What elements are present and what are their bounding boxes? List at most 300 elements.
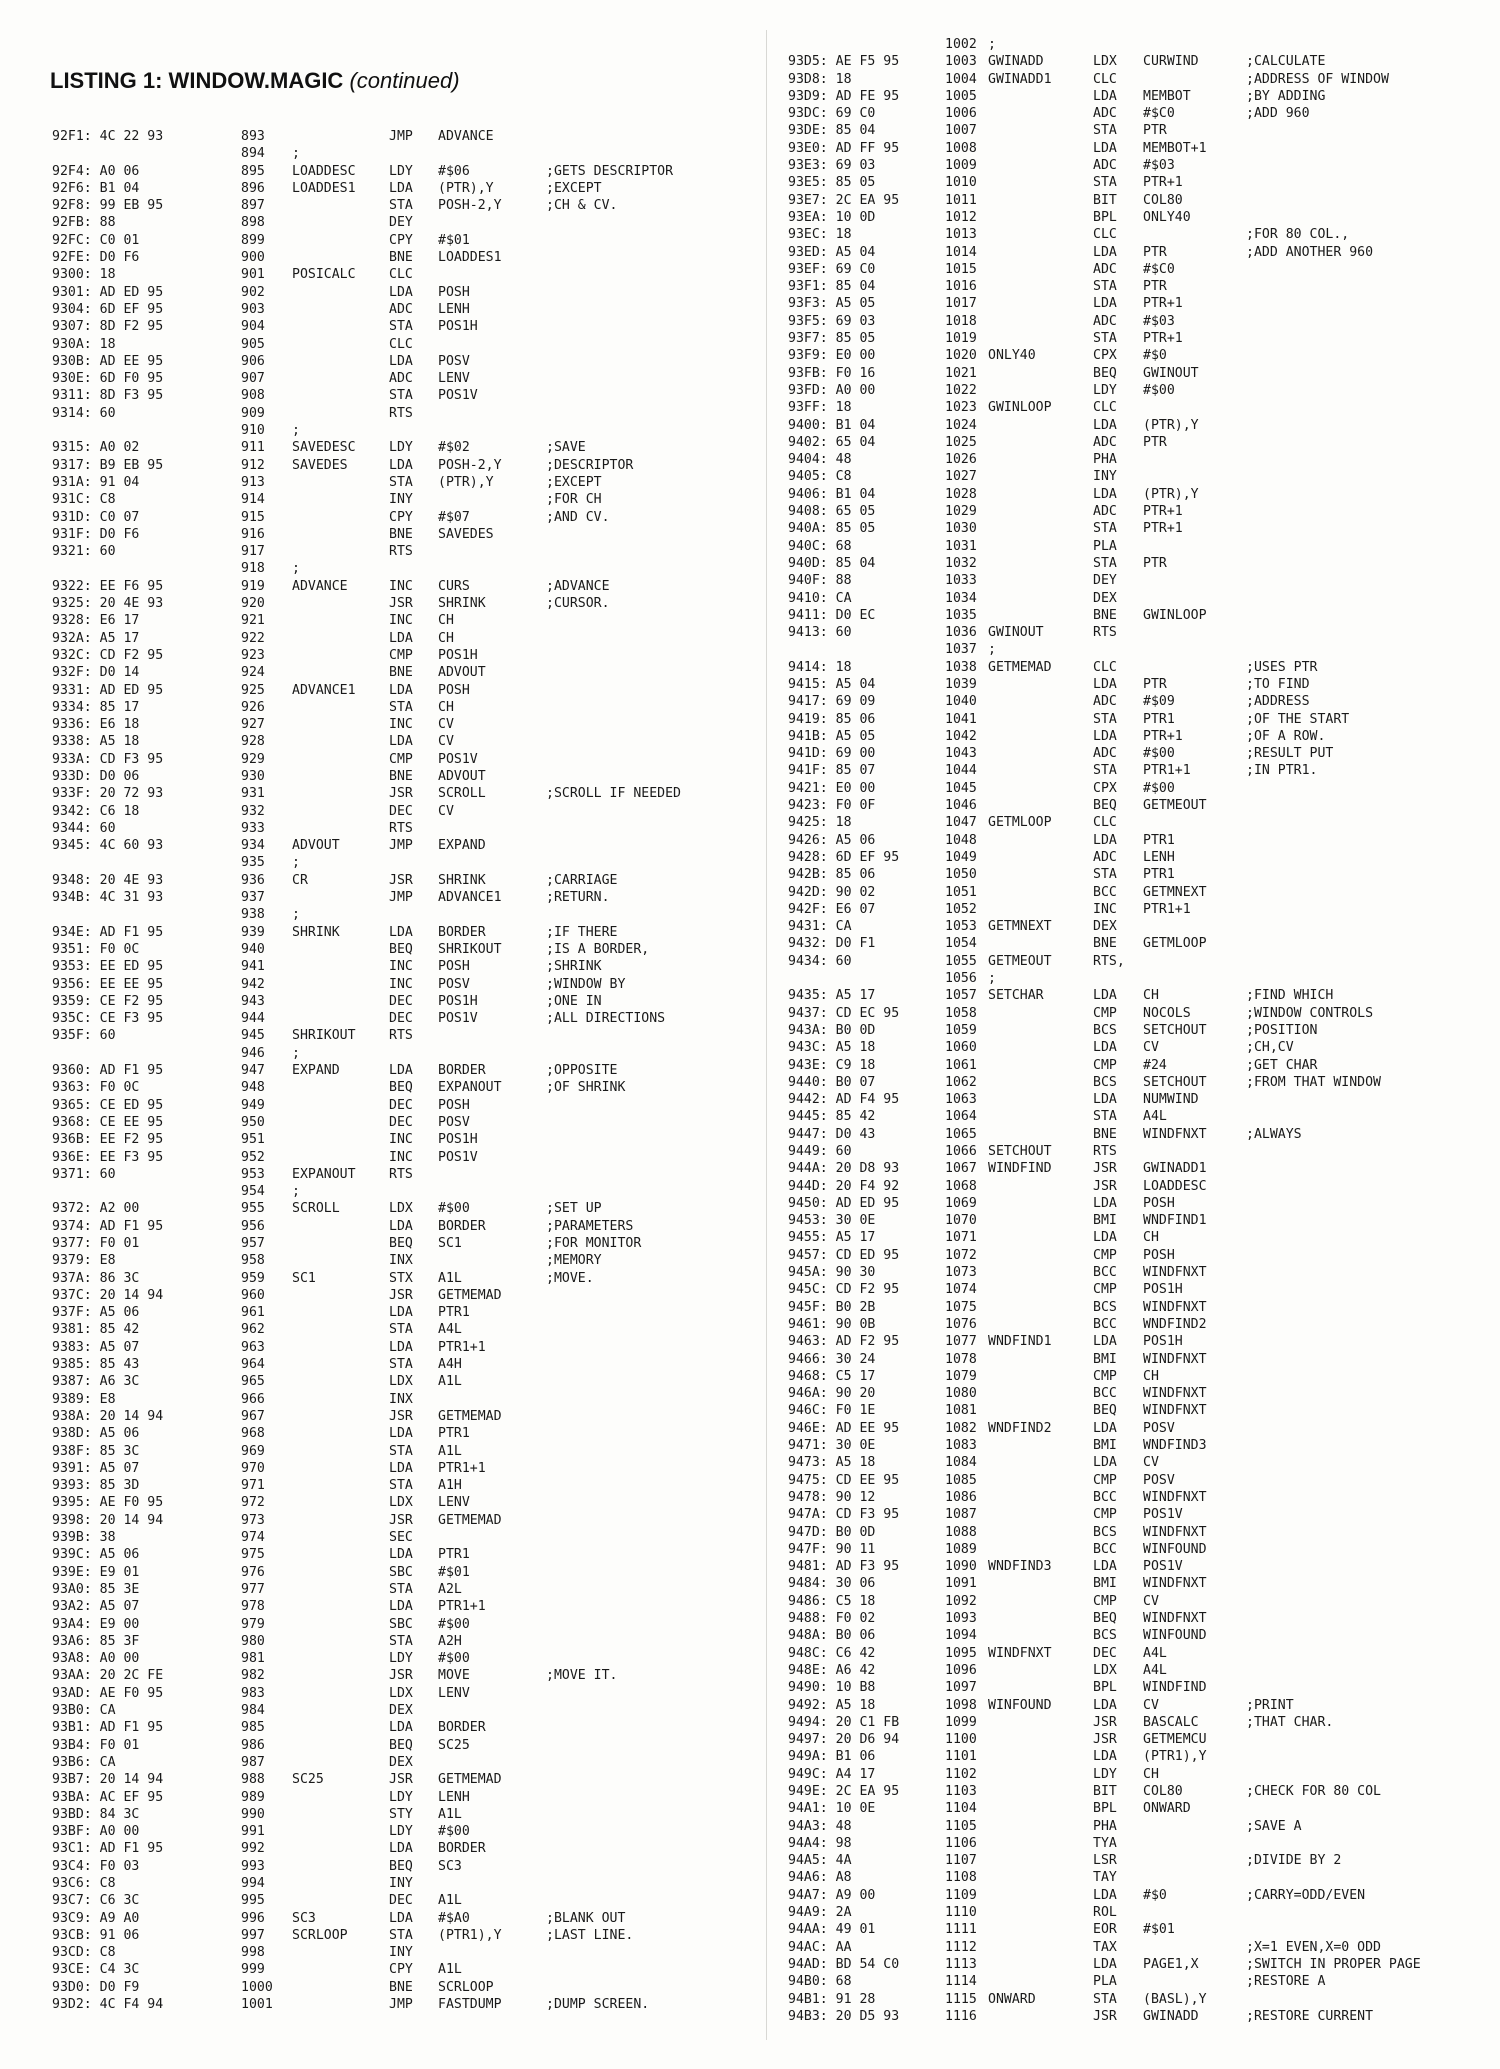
opcode: BIT <box>1093 192 1117 208</box>
line-number: 1019 <box>945 331 977 347</box>
opcode: DEX <box>389 1754 413 1770</box>
code-label: ; <box>292 1184 300 1200</box>
column-divider <box>766 30 767 2040</box>
code-address: 9395: AE F0 95 <box>52 1495 164 1511</box>
opcode: CLC <box>389 336 413 352</box>
line-number: 1111 <box>945 1922 977 1938</box>
code-line <box>52 474 752 491</box>
code-address: 9492: A5 18 <box>788 1697 876 1713</box>
opcode: DEC <box>389 1097 413 1113</box>
line-number: 1034 <box>945 590 977 606</box>
code-address: 932F: D0 14 <box>52 665 140 681</box>
code-comment: ;MEMORY <box>546 1253 602 1269</box>
code-line <box>788 1368 1478 1385</box>
code-address: 93BD: 84 3C <box>52 1806 140 1822</box>
code-line <box>788 970 1478 987</box>
code-address: 92FC: C0 01 <box>52 232 140 248</box>
opcode: INY <box>1093 469 1117 485</box>
line-number: 982 <box>241 1668 265 1684</box>
code-line <box>788 1074 1478 1091</box>
code-address: 93A8: A0 00 <box>52 1651 140 1667</box>
opcode: DEX <box>1093 590 1117 606</box>
opcode: ADC <box>1093 106 1117 122</box>
operand: WINDFNXT <box>1143 1351 1207 1367</box>
code-line <box>52 232 752 249</box>
opcode: DEY <box>1093 573 1117 589</box>
operand: A2L <box>438 1581 462 1597</box>
code-line <box>788 295 1478 312</box>
opcode: JSR <box>1093 1732 1117 1748</box>
code-line <box>788 503 1478 520</box>
code-column-right <box>788 36 1478 2025</box>
line-number: 961 <box>241 1305 265 1321</box>
line-number: 946 <box>241 1045 265 1061</box>
opcode: INY <box>389 1945 413 1961</box>
operand: WINDFNXT <box>1143 1611 1207 1627</box>
code-line <box>52 1564 752 1581</box>
code-comment: ;LAST LINE. <box>546 1927 634 1943</box>
operand: POS1V <box>438 1149 478 1165</box>
code-line <box>788 1541 1478 1558</box>
operand: WINDFNXT <box>1143 1576 1207 1592</box>
code-line <box>52 1719 752 1736</box>
code-line <box>52 1477 752 1494</box>
code-address: 9393: 85 3D <box>52 1478 140 1494</box>
code-address: 93C6: C8 <box>52 1875 116 1891</box>
code-address: 942D: 90 02 <box>788 884 876 900</box>
opcode: SBC <box>389 1616 413 1632</box>
code-line <box>788 468 1478 485</box>
operand: A4L <box>1143 1109 1167 1125</box>
code-address: 9457: CD ED 95 <box>788 1247 900 1263</box>
opcode: CLC <box>389 267 413 283</box>
opcode: LDA <box>389 924 413 940</box>
code-address: 93F9: E0 00 <box>788 348 876 364</box>
operand: POSH <box>438 284 470 300</box>
opcode: STA <box>389 1443 413 1459</box>
code-address: 93E5: 85 05 <box>788 175 876 191</box>
line-number: 1037 <box>945 642 977 658</box>
opcode: BEQ <box>389 1858 413 1874</box>
code-line <box>788 607 1478 624</box>
line-number: 942 <box>241 976 265 992</box>
line-number: 1095 <box>945 1645 977 1661</box>
line-number: 902 <box>241 284 265 300</box>
opcode: CLC <box>1093 400 1117 416</box>
code-comment: ;IS A BORDER, <box>546 941 650 957</box>
line-number: 947 <box>241 1063 265 1079</box>
code-line <box>788 659 1478 676</box>
code-line <box>788 140 1478 157</box>
opcode: ADC <box>1093 434 1117 450</box>
code-line <box>52 1667 752 1684</box>
line-number: 1048 <box>945 832 977 848</box>
operand: CV <box>438 734 454 750</box>
code-line <box>788 1869 1478 1886</box>
code-line <box>788 313 1478 330</box>
code-address: 9342: C6 18 <box>52 803 140 819</box>
code-address: 933A: CD F3 95 <box>52 751 164 767</box>
operand: #$00 <box>1143 780 1175 796</box>
line-number: 909 <box>241 405 265 421</box>
code-line <box>52 1287 752 1304</box>
opcode: CMP <box>1093 1247 1117 1263</box>
operand: GETMEMAD <box>438 1512 502 1528</box>
opcode: LDA <box>1093 486 1117 502</box>
line-number: 1028 <box>945 486 977 502</box>
operand: POSH <box>1143 1247 1175 1263</box>
operand: ADVOUT <box>438 665 486 681</box>
code-line <box>52 872 752 889</box>
opcode: LDA <box>389 734 413 750</box>
code-comment: ;BLANK OUT <box>546 1910 626 1926</box>
code-comment: ;CHECK FOR 80 COL <box>1246 1783 1381 1799</box>
opcode: CLC <box>1093 227 1117 243</box>
code-line <box>52 1304 752 1321</box>
code-address: 9304: 6D EF 95 <box>52 301 164 317</box>
code-line <box>788 555 1478 572</box>
opcode: STA <box>1093 555 1117 571</box>
operand: SHRINK <box>438 596 486 612</box>
line-number: 1089 <box>945 1541 977 1557</box>
opcode: BMI <box>1093 1351 1117 1367</box>
code-address: 9453: 30 0E <box>788 1213 876 1229</box>
operand: #$06 <box>438 163 470 179</box>
code-address: 938A: 20 14 94 <box>52 1408 164 1424</box>
code-line <box>52 1806 752 1823</box>
line-number: 951 <box>241 1132 265 1148</box>
line-number: 949 <box>241 1097 265 1113</box>
line-number: 1055 <box>945 953 977 969</box>
operand: (PTR),Y <box>438 180 494 196</box>
code-line <box>52 1823 752 1840</box>
code-line <box>52 1598 752 1615</box>
code-line <box>788 1887 1478 1904</box>
code-address: 9360: AD F1 95 <box>52 1063 164 1079</box>
line-number: 963 <box>241 1339 265 1355</box>
code-comment: ;DUMP SCREEN. <box>546 1997 650 2013</box>
code-address: 92F8: 99 EB 95 <box>52 198 164 214</box>
code-address: 948A: B0 06 <box>788 1628 876 1644</box>
code-address: 9442: AD F4 95 <box>788 1092 900 1108</box>
opcode: BMI <box>1093 1213 1117 1229</box>
code-line <box>52 197 752 214</box>
code-line <box>52 1131 752 1148</box>
line-number: 1085 <box>945 1472 977 1488</box>
code-line <box>52 889 752 906</box>
code-line <box>788 88 1478 105</box>
code-line <box>788 1281 1478 1298</box>
code-line <box>52 214 752 231</box>
code-line <box>788 71 1478 88</box>
code-line <box>788 122 1478 139</box>
line-number: 960 <box>241 1287 265 1303</box>
code-address: 9411: D0 EC <box>788 607 876 623</box>
operand: GETMEMCU <box>1143 1732 1207 1748</box>
line-number: 1108 <box>945 1870 977 1886</box>
operand: SETCHOUT <box>1143 1074 1207 1090</box>
opcode: LDA <box>389 284 413 300</box>
code-comment: ;SCROLL IF NEEDED <box>546 786 681 802</box>
code-address: 9413: 60 <box>788 625 852 641</box>
operand: POS1H <box>438 647 478 663</box>
code-line <box>788 1489 1478 1506</box>
line-number: 1020 <box>945 348 977 364</box>
line-number: 972 <box>241 1495 265 1511</box>
opcode: RTS <box>389 1028 413 1044</box>
code-address: 9315: A0 02 <box>52 440 140 456</box>
opcode: LDX <box>389 1685 413 1701</box>
opcode: BCS <box>1093 1524 1117 1540</box>
opcode: LDA <box>389 1063 413 1079</box>
opcode: STA <box>389 319 413 335</box>
code-line <box>52 543 752 560</box>
line-number: 1049 <box>945 849 977 865</box>
code-address: 940F: 88 <box>788 573 852 589</box>
operand: PTR <box>1143 434 1167 450</box>
operand: (BASL),Y <box>1143 1991 1207 2007</box>
operand: PAGE1,X <box>1143 1956 1199 1972</box>
code-address: 936B: EE F2 95 <box>52 1132 164 1148</box>
line-number: 945 <box>241 1028 265 1044</box>
code-address: 94A6: A8 <box>788 1870 852 1886</box>
opcode: INC <box>389 613 413 629</box>
code-line <box>52 820 752 837</box>
line-number: 923 <box>241 647 265 663</box>
code-comment: ;FOR 80 COL., <box>1246 227 1350 243</box>
operand: POS1V <box>438 1011 478 1027</box>
opcode: JSR <box>389 1668 413 1684</box>
line-number: 928 <box>241 734 265 750</box>
operand: EXPAND <box>438 838 486 854</box>
opcode: INC <box>389 959 413 975</box>
code-line <box>52 301 752 318</box>
code-line <box>788 1454 1478 1471</box>
line-number: 1079 <box>945 1368 977 1384</box>
line-number: 1101 <box>945 1749 977 1765</box>
code-address: 94A1: 10 0E <box>788 1801 876 1817</box>
opcode: BNE <box>389 250 413 266</box>
line-number: 974 <box>241 1530 265 1546</box>
line-number: 1066 <box>945 1144 977 1159</box>
code-label: SHRINK <box>292 924 340 940</box>
code-line <box>788 157 1478 174</box>
line-number: 1114 <box>945 1974 977 1990</box>
operand: CV <box>438 717 454 733</box>
opcode: LDY <box>389 440 413 456</box>
line-number: 941 <box>241 959 265 975</box>
code-comment: ;ONE IN <box>546 993 602 1009</box>
code-comment: ;RESTORE CURRENT <box>1246 2008 1374 2024</box>
operand: SAVEDES <box>438 526 494 542</box>
operand: LENV <box>438 1685 470 1701</box>
code-line <box>788 1662 1478 1679</box>
operand: PTR <box>1143 676 1167 692</box>
code-line <box>52 145 752 162</box>
operand: #$03 <box>1143 158 1175 174</box>
line-number: 931 <box>241 786 265 802</box>
opcode: LDA <box>389 180 413 196</box>
line-number: 929 <box>241 751 265 767</box>
line-number: 914 <box>241 492 265 508</box>
opcode: LDA <box>1093 296 1117 312</box>
operand: #$C0 <box>1143 261 1175 277</box>
code-label: ; <box>292 423 300 439</box>
line-number: 971 <box>241 1478 265 1494</box>
code-address: 947A: CD F3 95 <box>788 1507 900 1523</box>
code-line <box>52 647 752 664</box>
line-number: 1107 <box>945 1853 977 1869</box>
code-line <box>788 330 1478 347</box>
code-address: 93B7: 20 14 94 <box>52 1772 164 1788</box>
code-line <box>52 1996 752 2013</box>
operand: GETMEMAD <box>438 1408 502 1424</box>
operand: LOADDES1 <box>438 250 502 266</box>
operand: CURWIND <box>1143 54 1199 70</box>
code-line <box>788 832 1478 849</box>
code-address: 9307: 8D F2 95 <box>52 319 164 335</box>
code-line <box>52 1321 752 1338</box>
code-label: GWINOUT <box>988 625 1044 641</box>
opcode: DEX <box>1093 919 1117 935</box>
opcode: STA <box>1093 175 1117 191</box>
code-address: 938D: A5 06 <box>52 1426 140 1442</box>
line-number: 924 <box>241 665 265 681</box>
operand: SCROLL <box>438 786 486 802</box>
opcode: TAX <box>1093 1939 1117 1955</box>
code-address: 9321: 60 <box>52 544 116 560</box>
opcode: LDX <box>389 1495 413 1511</box>
operand: LENH <box>1143 849 1175 865</box>
opcode: LDA <box>1093 417 1117 433</box>
opcode: JSR <box>389 1772 413 1788</box>
operand: A4L <box>1143 1645 1167 1661</box>
code-line <box>788 192 1478 209</box>
code-line <box>52 578 752 595</box>
code-line <box>52 803 752 820</box>
operand: SCRLOOP <box>438 1979 494 1995</box>
line-number: 911 <box>241 440 265 456</box>
opcode: STA <box>1093 521 1117 537</box>
operand: SC3 <box>438 1858 462 1874</box>
code-address: 93E0: AD FF 95 <box>788 140 900 156</box>
opcode: STA <box>389 1633 413 1649</box>
code-label: WNDFIND3 <box>988 1559 1052 1575</box>
line-number: 912 <box>241 457 265 473</box>
code-line <box>788 866 1478 883</box>
operand: MEMBOT+1 <box>1143 140 1207 156</box>
opcode: STA <box>1093 331 1117 347</box>
code-line <box>788 641 1478 658</box>
operand: POSV <box>438 976 470 992</box>
code-line <box>52 405 752 422</box>
operand: POS1H <box>438 993 478 1009</box>
line-number: 1009 <box>945 158 977 174</box>
code-line <box>788 711 1478 728</box>
opcode: CMP <box>1093 1057 1117 1073</box>
code-line <box>788 1783 1478 1800</box>
code-line <box>788 1800 1478 1817</box>
code-address: 939B: 38 <box>52 1530 116 1546</box>
opcode: LDA <box>1093 676 1117 692</box>
code-line <box>788 1437 1478 1454</box>
code-line <box>788 1160 1478 1177</box>
opcode: LDA <box>389 1305 413 1321</box>
code-line <box>52 1166 752 1183</box>
line-number: 1083 <box>945 1438 977 1454</box>
operand: #24 <box>1143 1057 1167 1073</box>
code-label: SAVEDESC <box>292 440 356 456</box>
code-line <box>788 1057 1478 1074</box>
opcode: BEQ <box>389 941 413 957</box>
code-address: 92FB: 88 <box>52 215 116 231</box>
line-number: 1100 <box>945 1732 977 1748</box>
line-number: 940 <box>241 941 265 957</box>
line-number: 1064 <box>945 1109 977 1125</box>
line-number: 986 <box>241 1737 265 1753</box>
operand: WINDFNXT <box>1143 1524 1207 1540</box>
code-line <box>52 180 752 197</box>
code-address: 944D: 20 F4 92 <box>788 1178 900 1194</box>
line-number: 1031 <box>945 538 977 554</box>
line-number: 938 <box>241 907 265 923</box>
operand: PTR+1 <box>1143 728 1183 744</box>
opcode: LDA <box>1093 1334 1117 1350</box>
code-address: 9494: 20 C1 FB <box>788 1714 900 1730</box>
code-line <box>788 901 1478 918</box>
operand: ONWARD <box>1143 1801 1191 1817</box>
code-comment: ;RETURN. <box>546 890 610 906</box>
code-comment: ;X=1 EVEN,X=0 ODD <box>1246 1939 1381 1955</box>
operand: CH <box>438 699 454 715</box>
code-line <box>788 1593 1478 1610</box>
code-line <box>788 693 1478 710</box>
code-line <box>52 1512 752 1529</box>
code-line <box>52 837 752 854</box>
line-number: 1068 <box>945 1178 977 1194</box>
code-label: ADVANCE1 <box>292 682 356 698</box>
operand: WNDFIND2 <box>1143 1316 1207 1332</box>
code-line <box>52 630 752 647</box>
line-number: 1090 <box>945 1559 977 1575</box>
operand: PTR1+1 <box>438 1339 486 1355</box>
opcode: ADC <box>1093 849 1117 865</box>
code-comment: ;MOVE IT. <box>546 1668 618 1684</box>
operand: A4L <box>1143 1662 1167 1678</box>
operand: #$0 <box>1143 1887 1167 1903</box>
opcode: LDA <box>1093 1559 1117 1575</box>
code-address: 9475: CD EE 95 <box>788 1472 900 1488</box>
code-line <box>788 953 1478 970</box>
code-address: 93CE: C4 3C <box>52 1962 140 1978</box>
code-label: ; <box>988 642 996 658</box>
code-line <box>52 1200 752 1217</box>
line-number: 952 <box>241 1149 265 1165</box>
operand: LOADDESC <box>1143 1178 1207 1194</box>
opcode: LDA <box>1093 1195 1117 1211</box>
code-address: 9410: CA <box>788 590 852 606</box>
opcode: LDA <box>1093 832 1117 848</box>
line-number: 1015 <box>945 261 977 277</box>
code-address: 945C: CD F2 95 <box>788 1282 900 1298</box>
operand: CH <box>438 613 454 629</box>
operand: GETMEOUT <box>1143 798 1207 814</box>
code-label: LOADDESC <box>292 163 356 179</box>
code-label: ; <box>292 855 300 871</box>
code-line <box>52 439 752 456</box>
listing-title: LISTING 1: WINDOW.MAGIC <box>50 68 344 93</box>
operand: #$01 <box>1143 1922 1175 1938</box>
